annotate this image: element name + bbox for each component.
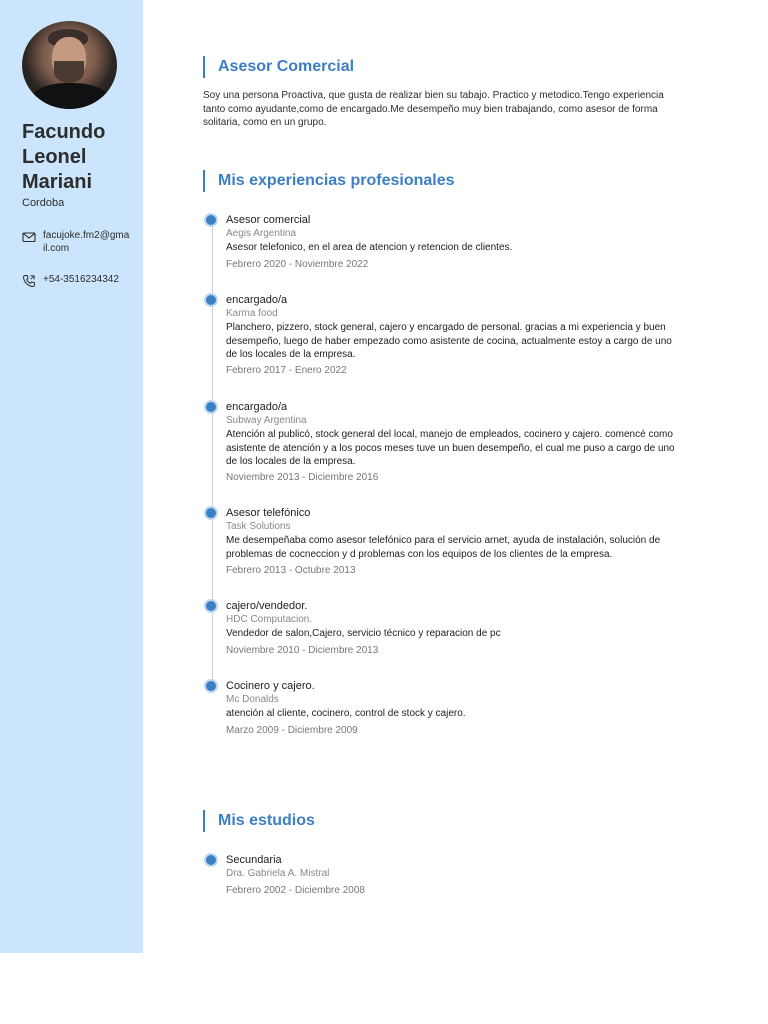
experience-role: encargado/a xyxy=(226,401,288,413)
experience-company: Task Solutions xyxy=(226,521,291,532)
experience-role: encargado/a xyxy=(226,294,288,306)
about-title: Asesor Comercial xyxy=(203,56,354,78)
experience-company: Karma food xyxy=(226,308,278,319)
sidebar xyxy=(0,0,143,953)
experience-company: Subway Argentina xyxy=(226,415,307,426)
education-degree: Secundaria xyxy=(226,854,282,866)
experience-dates: Febrero 2020 - Noviembre 2022 xyxy=(226,259,369,270)
experience-role: Asesor telefónico xyxy=(226,507,311,519)
timeline-dot xyxy=(206,508,216,518)
profile-name: Facundo Leonel Mariani xyxy=(22,121,106,193)
about-text: Soy una persona Proactiva, que gusta de realizar bien su tabajo. Practico y metodico.Tengo experiencia tanto como ayudante,como de encargado.Me desempeño muy bien trabajando, como asesor de forma solitaria, como en un grupo. xyxy=(203,90,664,128)
timeline-dot xyxy=(206,295,216,305)
experience-dates: Noviembre 2013 - Diciembre 2016 xyxy=(226,472,379,483)
experience-description: Asesor telefonico, en el area de atencion y retencion de clientes. xyxy=(226,242,513,253)
experience-dates: Marzo 2009 - Diciembre 2009 xyxy=(226,725,358,736)
experience-dates: Febrero 2017 - Enero 2022 xyxy=(226,365,347,376)
experience-role: cajero/vendedor. xyxy=(226,600,308,612)
experience-dates: Noviembre 2010 - Diciembre 2013 xyxy=(226,645,379,656)
timeline-dot xyxy=(206,402,216,412)
contact-phone[interactable] xyxy=(22,273,137,288)
education-school: Dra. Gabriela A. Mistral xyxy=(226,868,330,879)
experience-description: Planchero, pizzero, stock general, cajero y encargado de personal. gracias a mi experiencia y buen desempeño, luego de haber empezado como asistente de cocina, actualmente estoy a cargo de uno de los locales de la empresa. xyxy=(226,322,672,360)
education-dates: Febrero 2002 - Diciembre 2008 xyxy=(226,885,365,896)
experience-role: Asesor comercial xyxy=(226,214,311,226)
timeline-dot xyxy=(206,601,216,611)
phone-text[interactable]: +54-3516234342 xyxy=(43,274,119,285)
experience-timeline xyxy=(212,220,213,685)
experience-role: Cocinero y cajero. xyxy=(226,680,315,692)
timeline-dot xyxy=(206,215,216,225)
profile-city: Cordoba xyxy=(22,197,65,209)
envelope-icon xyxy=(22,230,36,244)
experience-description: Me desempeñaba como asesor telefónico para el servicio arnet, ayuda de instalación, solución de problemas de cocneccion y d problemas con los equipos de los clientes de la empresa. xyxy=(226,535,661,560)
email-text[interactable]: facujoke.fm2@gmail.com xyxy=(43,230,130,254)
experience-company: HDC Computacion. xyxy=(226,614,313,625)
experience-description: Atención al publicó, stock general del local, manejo de empleados, cocinero y cajero. comencé como asistente de atención y a los pocos meses tuve un buen desempeño, el cual me puso a cargo de uno de los locales de la empresa. xyxy=(226,429,675,467)
experience-description: atención al cliente, cocinero, control de stock y cajero. xyxy=(226,708,466,719)
experience-company: Aegis Argentina xyxy=(226,228,297,239)
timeline-dot xyxy=(206,855,216,865)
phone-icon xyxy=(22,274,36,288)
education-title: Mis estudios xyxy=(203,810,315,832)
experience-dates: Febrero 2013 - Octubre 2013 xyxy=(226,565,356,576)
contact-email[interactable] xyxy=(22,229,137,255)
experience-title: Mis experiencias profesionales xyxy=(203,170,455,192)
avatar xyxy=(22,21,117,109)
experience-company: Mc Donalds xyxy=(226,694,279,705)
timeline-dot xyxy=(206,681,216,691)
experience-description: Vendedor de salon,Cajero, servicio técnico y reparacion de pc xyxy=(226,628,501,639)
